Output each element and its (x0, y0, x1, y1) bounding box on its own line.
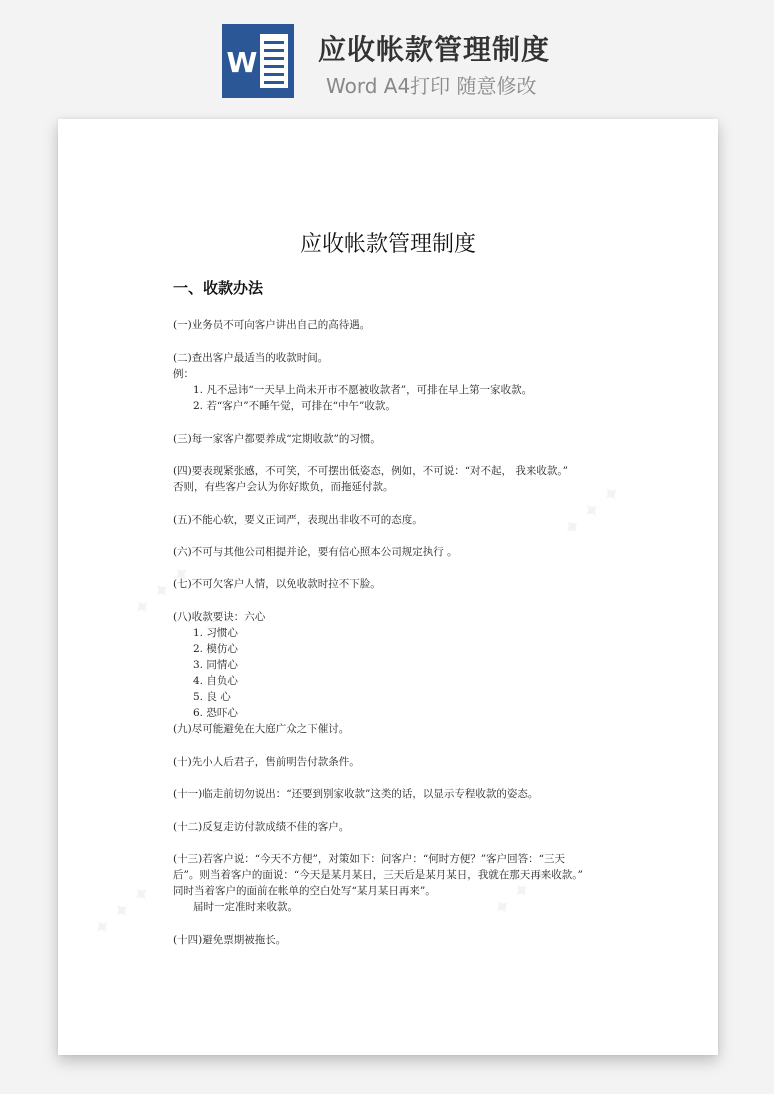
section-heading: 一、收款办法 (173, 279, 264, 297)
list-item: 3. 同情心 (193, 659, 238, 671)
watermark: ✦ ✦ ✦ (488, 859, 558, 924)
document-name-title: 应收帐款管理制度 (318, 33, 551, 66)
list-item: 2. 模仿心 (193, 643, 238, 655)
list-item: 5. 良 心 (193, 691, 231, 703)
paragraph-line: 否则，有些客户会认为你好欺负，而拖延付款。 (173, 481, 394, 493)
paragraph-line: (十)先小人后君子，售前明告付款条件。 (173, 756, 360, 768)
word-document-icon (222, 24, 294, 98)
document-page (58, 119, 718, 1055)
paragraph-line: (九)尽可能避免在大庭广众之下催讨。 (173, 723, 350, 735)
list-item: 6. 恐吓心 (193, 707, 238, 719)
paragraph-line: 同时当着客户的面前在帐单的空白处写“某月某日再来”。 (173, 885, 436, 897)
paragraph-line: 例： (173, 368, 194, 380)
paragraph-line: (十二)反复走访付款成绩不佳的客户。 (173, 821, 350, 833)
paragraph-line: (二)查出客户最适当的收款时间。 (173, 352, 329, 364)
paragraph-line: (四)要表现紧张感，不可笑，不可摆出低姿态，例如，不可说：“对不起， 我来收款。” (173, 465, 569, 477)
paragraph-line: (六)不可与其他公司相提并论，要有信心照本公司规定执行 。 (173, 546, 458, 558)
watermark: ✦ ✦ ✦ (558, 479, 628, 544)
paragraph-line: (三)每一家客户都要养成“定期收款”的习惯。 (173, 433, 381, 445)
word-icon-letter: W (226, 46, 258, 79)
list-item: 1. 凡不忌讳“一天早上尚未开市不愿被收款者”，可排在早上第一家收款。 (193, 384, 533, 396)
paragraph-line: 届时一定准时来收款。 (193, 901, 298, 913)
watermark: ✦ ✦ ✦ (88, 879, 158, 944)
list-item: 2. 若“客户”不睡午觉，可排在“中午”收款。 (193, 400, 396, 412)
header (0, 0, 774, 118)
paragraph-line: (一)业务员不可向客户讲出自己的高待遇。 (173, 319, 371, 331)
watermark: ✦ ✦ ✦ (128, 559, 198, 624)
paragraph-line: (七)不可欠客户人情，以免收款时拉不下脸。 (173, 578, 381, 590)
paragraph-line: 后”。则当着客户的面说：“今天是某月某日，三天后是某月某日，我就在那天再来收款。” (173, 869, 583, 881)
list-item: 1. 习惯心 (193, 627, 238, 639)
paragraph-line: (十三)若客户说：“今天不方便”，对策如下：问客户：“何时方便？”客户回答：“三天 (173, 853, 566, 865)
paragraph-line: (八)收款要诀：六心 (173, 611, 266, 623)
paragraph-line: (十四)避免票期被拖长。 (173, 934, 287, 946)
page-title: 应收帐款管理制度 (299, 232, 476, 257)
paragraph-line: (五)不能心软，要义正词严，表现出非收不可的态度。 (173, 514, 423, 526)
document-format-subtitle: Word A4打印 随意修改 (326, 74, 537, 98)
list-item: 4. 自负心 (193, 675, 238, 687)
paragraph-line: (十一)临走前切勿说出：“还要到别家收款”这类的话，以显示专程收款的姿态。 (173, 788, 539, 800)
